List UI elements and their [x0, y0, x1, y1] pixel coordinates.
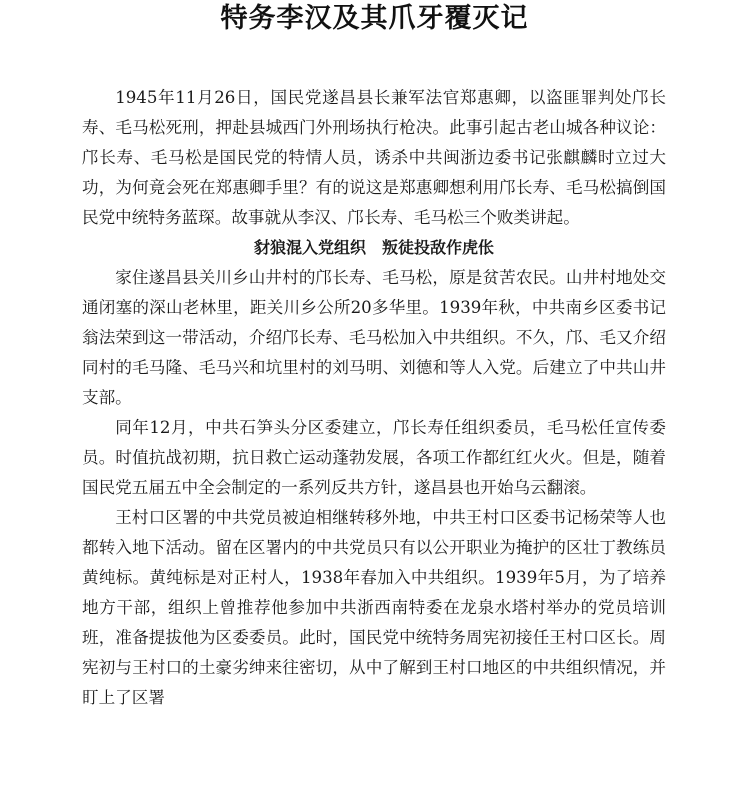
- paragraph-1: 家住遂昌县关川乡山井村的邝长寿、毛马松，原是贫苦农民。山井村地处交通闭塞的深山老林里，距关川乡公所20多华里。1939年秋，中共南乡区委书记翁法荣到这一带活动，介绍邝长寿、毛马松加入中共组织。不久，邝、毛又介绍同村的毛马隆、毛马兴和坑里村的刘马明、刘德和等人入党。后建立了中共山井支部。: [82, 268, 666, 407]
- article-body: [82, 83, 666, 713]
- article-title: 特务李汉及其爪牙覆灭记: [220, 3, 529, 34]
- paragraph-2: 同年12月，中共石笋头分区委建立，邝长寿任组织委员，毛马松任宣传委员。时值抗战初期，抗日救亡运动蓬勃发展，各项工作都红红火火。但是，随着国民党五届五中全会制定的一系列反共方针，遂昌县也开始乌云翻滚。: [82, 418, 666, 497]
- paragraph-intro: 1945年11月26日，国民党遂昌县长兼军法官郑惠卿，以盗匪罪判处邝长寿、毛马松死刑，押赴县城西门外刑场执行枪决。此事引起古老山城各种议论：邝长寿、毛马松是国民党的特情人员，诱杀中共闽浙边委书记张麒麟时立过大功，为何竟会死在郑惠卿手里？有的说这是郑惠卿想利用邝长寿、毛马松搞倒国民党中统特务蓝琛。故事就从李汉、邝长寿、毛马松三个败类讲起。: [82, 88, 666, 227]
- paragraph-3: 王村口区署的中共党员被迫相继转移外地，中共王村口区委书记杨荣等人也都转入地下活动。留在区署内的中共党员只有以公开职业为掩护的区壮丁教练员黄纯标。黄纯标是对正村人，1938年春加入中共组织。1939年5月，为了培养地方干部，组织上曾推荐他参加中共浙西南特委在龙泉水塔村举办的党员培训班，准备提拔他为区委委员。此时，国民党中统特务周宪初接任王村口区长。周宪初与王村口的土豪劣绅来往密切，从中了解到王村口地区的中共组织情况，并盯上了区署: [82, 508, 666, 707]
- section-subheading: 豺狼混入党组织 叛徒投敌作虎伥: [253, 238, 494, 257]
